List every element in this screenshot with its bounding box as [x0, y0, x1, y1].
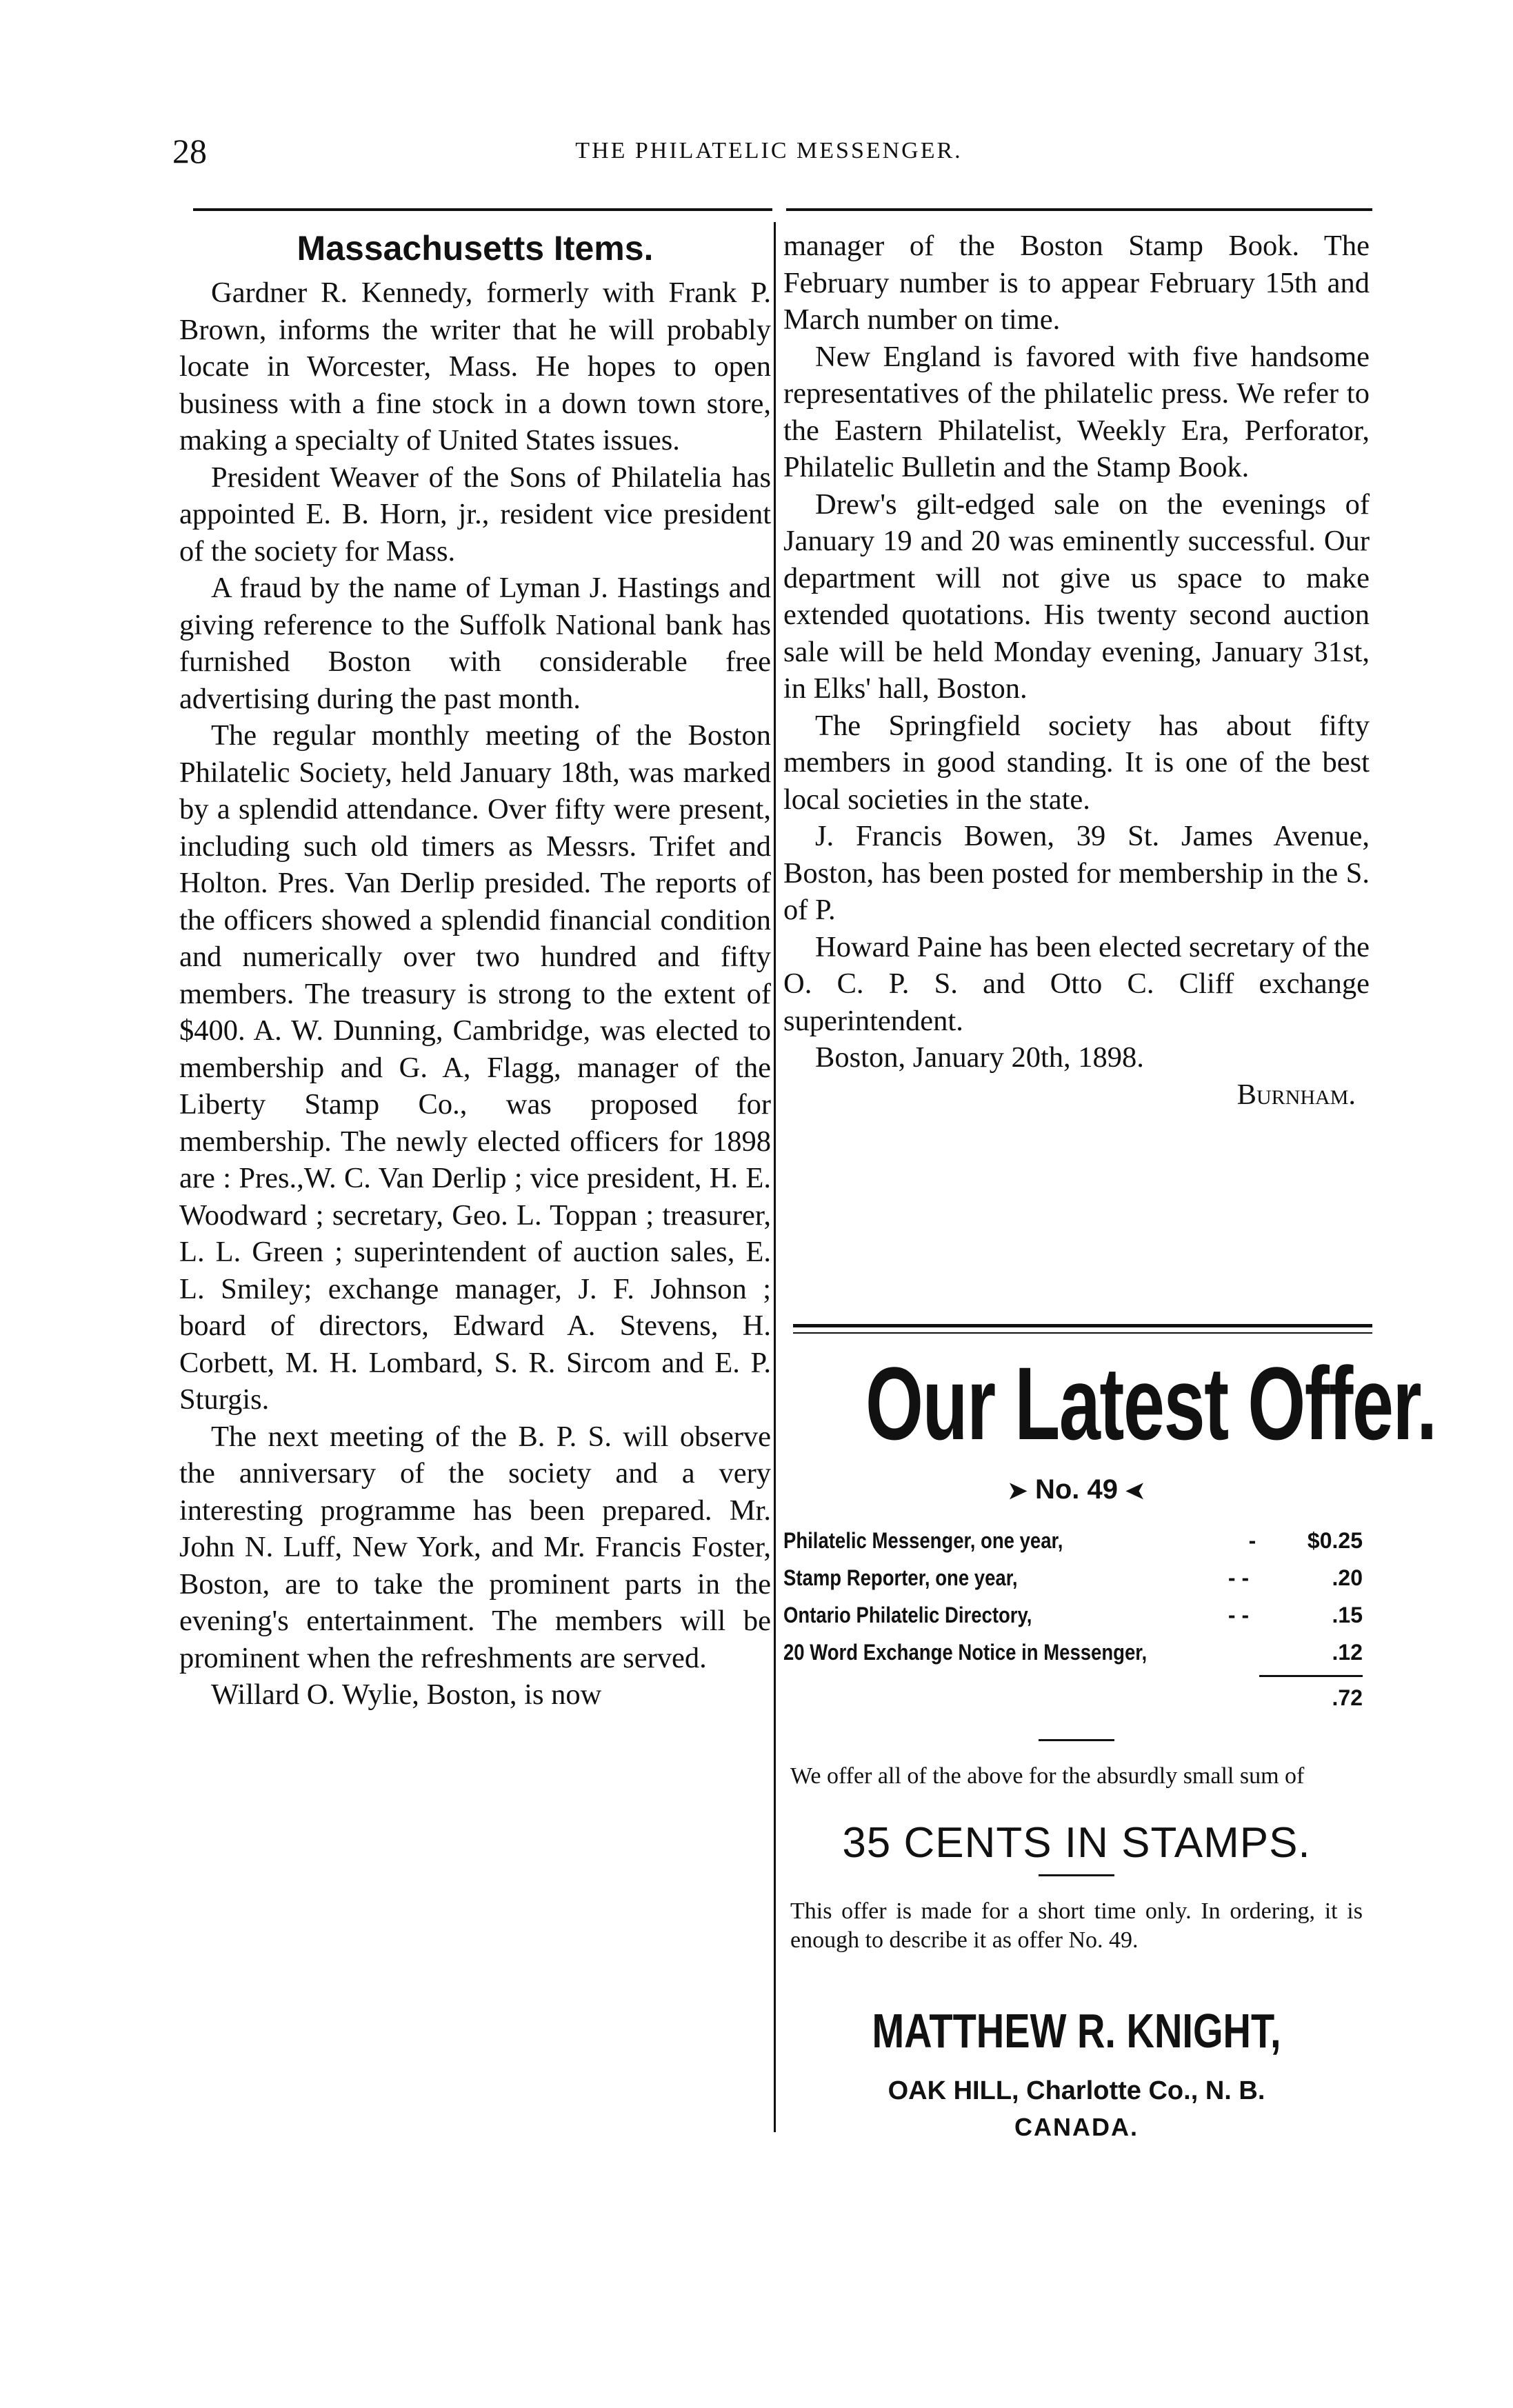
offer-item-dash: - [1248, 1528, 1256, 1553]
article-paragraph: New England is favored with five handsome representatives of the philatelic press. We refer to the Eastern Philatelist, Weekly Era, Perforator, Philatelic Bulletin and the Stamp Book. [783, 340, 1370, 483]
page-header [166, 131, 1372, 186]
offer-item-name: Ontario Philatelic Directory, [783, 1603, 1032, 1627]
article-paragraph: Gardner R. Kennedy, formerly with Frank P. Brown, informs the writer that he will probably locate in Worcester, Mass. He hopes to open business with a fine stock in a down town store, making a specialty of United States issues. [179, 277, 771, 456]
pointing-hand-icon: ➤ [1125, 1478, 1145, 1504]
article-paragraph: Howard Paine has been elected secretary of the O. C. P. S. and Otto C. Cliff exchange superintendent. [783, 930, 1370, 1037]
price-line: 35 CENTS IN STAMPS. [842, 1819, 1311, 1867]
article-paragraph: The next meeting of the B. P. S. will observe the anniversary of the society and a very interesting programme has been prepared. Mr. John N. Luff, New York, and Mr. Francis Foster, Boston, are to take the prominent parts in the evening's entertainment. The members will be prominent when the refreshments are served. [179, 1420, 771, 1674]
column-divider [774, 222, 776, 2132]
offer-number [783, 1474, 1370, 1505]
article-paragraph: Willard O. Wylie, Boston, is now [211, 1678, 602, 1711]
offer-row [783, 1596, 1370, 1634]
article-paragraph: The Springfield society has about fifty members in good standing. It is one of the best local societies in the state. [783, 709, 1370, 816]
offer-table [783, 1522, 1370, 1671]
article-paragraph: manager of the Boston Stamp Book. The February number is to appear February 15th and March number on time. [783, 230, 1370, 336]
header-rule-left [193, 208, 772, 211]
ad-title: Our Latest Offer. [865, 1345, 1436, 1461]
author-signature: Burnham. [1236, 1078, 1356, 1111]
page-number: 28 [172, 132, 207, 170]
pointing-hand-icon: ➤ [1008, 1478, 1028, 1504]
offer-row [783, 1522, 1370, 1559]
header-rule-right [786, 208, 1372, 211]
offer-text: We offer all of the above for the absurdly small sum of [790, 1763, 1305, 1789]
advertiser-name: MATTHEW R. KNIGHT, [872, 2004, 1281, 2058]
offer-item-price: .12 [1332, 1640, 1363, 1665]
offer-total: .72 [1332, 1685, 1363, 1710]
journal-title: THE PHILATELIC MESSENGER. [575, 138, 963, 163]
section-heading: Massachusetts Items. [297, 229, 654, 268]
advertiser-country: CANADA. [1014, 2113, 1139, 2141]
article-dateline: Boston, January 20th, 1898. [815, 1041, 1144, 1074]
article-paragraph: President Weaver of the Sons of Philatelia has appointed E. B. Horn, jr., resident vice president of the society for Mass. [179, 461, 771, 568]
offer-note: This offer is made for a short time only. In ordering, it is enough to describe it as offer No. 49. [790, 1898, 1363, 1953]
article-paragraph: J. Francis Bowen, 39 St. James Avenue, Boston, has been posted for membership in the S. of P. [783, 820, 1370, 926]
offer-item-name: Stamp Reporter, one year, [783, 1565, 1018, 1590]
article-paragraph: Drew's gilt-edged sale on the evenings of January 19 and 20 was eminently successful. Our department will not give us space to make extended quotations. His twenty second auction sale will be held Monday evening, January 31st, in Elks' hall, Boston. [783, 488, 1370, 705]
offer-item-price: $0.25 [1307, 1528, 1363, 1553]
advertisement [783, 1345, 1436, 2142]
ad-top-rule [793, 1324, 1372, 1327]
offer-row [783, 1634, 1370, 1671]
left-column [179, 228, 771, 1714]
offer-item-dash: - - [1228, 1565, 1250, 1590]
article-paragraph: A fraud by the name of Lyman J. Hastings and giving reference to the Suffolk National bank has furnished Boston with considerable free advertising during the past month. [179, 572, 771, 715]
offer-number-label: No. 49 [1034, 1474, 1119, 1505]
ad-top-rule-thin [793, 1332, 1372, 1334]
right-column [783, 228, 1370, 1113]
divider [1039, 1739, 1114, 1741]
offer-item-price: .20 [1332, 1565, 1363, 1590]
offer-item-dash: - - [1228, 1603, 1250, 1627]
offer-item-price: .15 [1332, 1603, 1363, 1627]
divider [1039, 1874, 1114, 1876]
offer-item-name: 20 Word Exchange Notice in Messenger, [783, 1640, 1148, 1665]
offer-row [783, 1559, 1370, 1596]
advertiser-address: OAK HILL, Charlotte Co., N. B. [888, 2076, 1265, 2105]
article-paragraph: The regular monthly meeting of the Boston Philatelic Society, held January 18th, was marked by a splendid attendance. Over fifty were present, including such old timers as Messrs. Trifet and Holton. Pres. Van Derlip presided. The reports of the officers showed a splendid financial condition and numerically over two hundred and fifty members. The treasury is strong to the extent of $400. A. W. Dunning, Cambridge, was elected to membership and G. A, Flagg, manager of the Liberty Stamp Co., was proposed for membership. The newly elected officers for 1898 are : Pres.,W. C. Van Derlip ; vice president, H. E. Woodward ; secretary, Geo. L. Toppan ; treasurer, L. L. Green ; superintendent of auction sales, E. L. Smiley; exchange manager, J. F. Johnson ; board of directors, Edward A. Stevens, H. Corbett, M. H. Lombard, S. R. Sircom and E. P. Sturgis. [179, 719, 771, 1416]
offer-item-name: Philatelic Messenger, one year, [783, 1528, 1063, 1553]
